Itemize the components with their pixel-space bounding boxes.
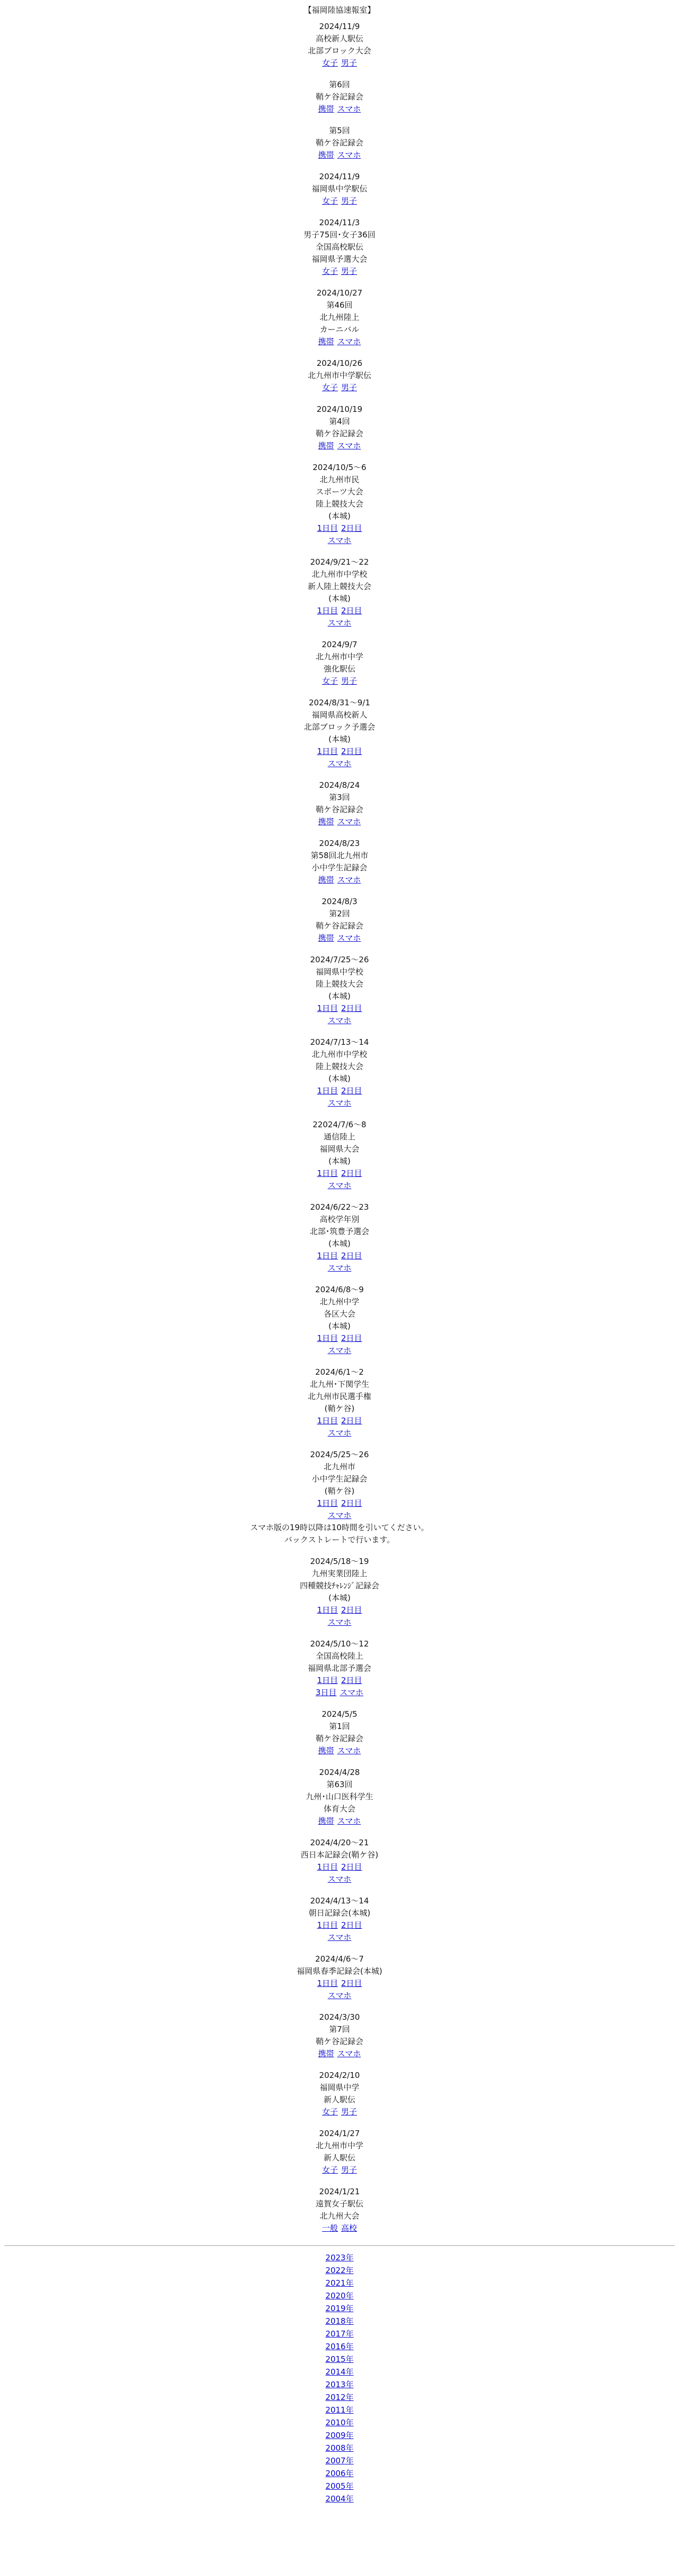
result-links: [0, 1687, 679, 1699]
event-title-line: 朝日記録会(本城): [308, 1908, 371, 1918]
event-title-line: 鞘ケ谷記録会: [315, 1734, 363, 1743]
archive-year-link[interactable]: 2011年: [325, 2405, 354, 2415]
result-links: [0, 336, 679, 348]
event-list: [0, 21, 679, 2234]
event-title-line: (本城): [328, 594, 351, 603]
event-title-line: 福岡県中学校: [315, 967, 363, 977]
archive-year-link[interactable]: 2005年: [325, 2481, 354, 2491]
result-link[interactable]: スマホ: [327, 1511, 352, 1520]
event-title-line: (鞘ケ谷): [324, 1486, 355, 1496]
event-title-line: 福岡県北部予選会: [307, 1663, 371, 1673]
result-link[interactable]: スマホ: [337, 1746, 361, 1755]
result-link[interactable]: スマホ: [337, 933, 361, 943]
result-links: [0, 1861, 679, 1873]
event-entry: [0, 1953, 679, 2002]
event-title-line: 第2回: [329, 909, 350, 918]
result-link[interactable]: 2日目: [341, 1676, 362, 1685]
result-links: [0, 1990, 679, 2002]
result-links: [0, 149, 679, 161]
result-links: [0, 1919, 679, 1931]
event-title-line: 陸上競技大会: [315, 499, 363, 509]
event-entry: [0, 403, 679, 452]
archive-year-link[interactable]: 2012年: [325, 2393, 354, 2402]
result-link[interactable]: 男子: [341, 2165, 357, 2175]
archive-year-link[interactable]: 2023年: [325, 2253, 354, 2262]
result-links: [0, 1167, 679, 1180]
event-entry: [0, 1201, 679, 1274]
result-link[interactable]: 1日目: [317, 1920, 338, 1930]
event-title-line: 鞘ケ谷記録会: [315, 2037, 363, 2046]
event-entry: [0, 2011, 679, 2060]
result-links: [0, 2164, 679, 2176]
result-link[interactable]: スマホ: [337, 875, 361, 885]
event-title-line: (本城): [328, 734, 351, 744]
event-title-line: 第58回北九州市: [310, 851, 369, 860]
event-title-line: 各区大会: [323, 1309, 355, 1319]
result-links: [0, 2106, 679, 2118]
event-entry: [0, 639, 679, 687]
result-link[interactable]: スマホ: [327, 1617, 352, 1627]
result-links: [0, 2048, 679, 2060]
result-links: [0, 605, 679, 617]
event-entry: [0, 462, 679, 547]
event-date: 2024/1/21: [319, 2187, 360, 2196]
event-title-line: 北部ブロック大会: [308, 46, 371, 56]
event-title-line: 第1回: [329, 1722, 350, 1731]
result-links: [0, 1931, 679, 1944]
event-title-line: (本城): [328, 991, 351, 1001]
result-link[interactable]: 2日目: [341, 1498, 362, 1508]
result-link[interactable]: 1日目: [317, 1086, 338, 1096]
result-links: [0, 874, 679, 886]
result-link[interactable]: 2日目: [341, 1416, 362, 1425]
result-link[interactable]: 携帯: [318, 104, 334, 114]
result-links: [0, 1097, 679, 1109]
result-link[interactable]: 2日目: [341, 1605, 362, 1615]
archive-year-link[interactable]: 2015年: [325, 2354, 354, 2364]
event-date: 2024/6/8〜9: [315, 1285, 364, 1294]
result-links: [0, 1745, 679, 1757]
event-entry: [0, 1449, 679, 1546]
archive-year-link[interactable]: 2010年: [325, 2418, 354, 2427]
event-title-line: 北部･筑豊予選会: [309, 1227, 370, 1236]
archive-year-link[interactable]: 2014年: [325, 2367, 354, 2377]
event-entry: [0, 1638, 679, 1699]
event-title-line: 北九州市中学駅伝: [307, 371, 371, 380]
event-title-line: 九州･山口医科学生: [306, 1792, 373, 1801]
result-link[interactable]: 2日目: [341, 1004, 362, 1013]
event-entry: [0, 1767, 679, 1827]
result-link[interactable]: スマホ: [337, 104, 361, 114]
result-links: [0, 1415, 679, 1427]
event-title-line: 北九州･下関学生: [309, 1379, 370, 1389]
result-link[interactable]: 携帯: [318, 933, 334, 943]
event-title-line: 北九州市中学校: [311, 569, 368, 579]
result-link[interactable]: 1日目: [317, 1333, 338, 1343]
result-link[interactable]: 携帯: [318, 150, 334, 160]
year-archive-list: [0, 2251, 679, 2508]
result-link[interactable]: 1日目: [317, 1004, 338, 1013]
result-links: [0, 1977, 679, 1990]
result-link[interactable]: 女子: [322, 2165, 338, 2175]
result-link[interactable]: 2日目: [341, 1086, 362, 1096]
event-date: 2024/4/20〜21: [310, 1838, 369, 1847]
result-link[interactable]: 男子: [341, 676, 357, 686]
event-title-line: 鞘ケ谷記録会: [315, 921, 363, 931]
event-date: 2024/11/9: [319, 22, 360, 31]
result-links: [0, 382, 679, 394]
event-date: 2024/7/13〜14: [310, 1037, 369, 1047]
event-entry: [0, 125, 679, 161]
result-link[interactable]: 女子: [322, 58, 338, 68]
result-links: [0, 1250, 679, 1262]
event-title-line: 北九州大会: [319, 2211, 360, 2221]
result-link[interactable]: 1日目: [317, 1416, 338, 1425]
event-entry: [0, 2186, 679, 2234]
event-date: 2024/9/21〜22: [310, 557, 369, 567]
event-title-line: 北九州市中学校: [311, 1050, 368, 1059]
result-links: [0, 1815, 679, 1827]
event-entry: [0, 838, 679, 886]
event-entry: [0, 217, 679, 278]
event-date: 2024/1/27: [319, 2129, 360, 2138]
event-date: 2024/4/28: [319, 1768, 360, 1777]
result-link[interactable]: 1日目: [317, 606, 338, 615]
event-date: 2024/5/18〜19: [310, 1557, 369, 1566]
event-title-line: (本城): [328, 1593, 351, 1603]
archive-year-link[interactable]: 2008年: [325, 2443, 354, 2453]
result-link[interactable]: 男子: [341, 58, 357, 68]
event-title-line: 福岡県中学駅伝: [311, 184, 368, 194]
event-entry: [0, 1284, 679, 1357]
event-date: 2024/8/24: [319, 780, 360, 790]
result-link[interactable]: 1日目: [317, 1605, 338, 1615]
event-title-line: 福岡県予選大会: [311, 254, 368, 264]
event-date: 2024/9/7: [322, 640, 357, 649]
result-link[interactable]: 携帯: [318, 875, 334, 885]
event-title-line: 高校新人駅伝: [315, 34, 363, 43]
result-link[interactable]: 男子: [341, 2107, 357, 2117]
archive-year-link[interactable]: 2021年: [325, 2278, 354, 2288]
event-date: 第6回: [329, 80, 350, 89]
result-link[interactable]: 2日目: [341, 1862, 362, 1872]
event-entry: [0, 1837, 679, 1885]
result-links: [0, 1510, 679, 1522]
event-title-line: 北九州市民選手権: [307, 1392, 371, 1401]
event-entry: [0, 1708, 679, 1757]
result-links: [0, 617, 679, 629]
archive-year-link[interactable]: 2013年: [325, 2380, 354, 2389]
result-link[interactable]: 1日目: [317, 1862, 338, 1872]
result-links: [0, 265, 679, 278]
result-link[interactable]: スマホ: [327, 1933, 352, 1942]
event-title-line: 北九州市: [323, 1462, 355, 1471]
result-links: [0, 1332, 679, 1345]
event-title-line: 福岡県高校新人: [311, 710, 368, 720]
event-title-line: 陸上競技大会: [315, 1062, 363, 1071]
result-link[interactable]: 高校: [341, 2223, 357, 2233]
result-link[interactable]: 1日目: [317, 1169, 338, 1178]
archive-year-link[interactable]: 2007年: [325, 2456, 354, 2465]
result-link[interactable]: 男子: [341, 266, 357, 276]
result-link[interactable]: スマホ: [337, 2049, 361, 2058]
event-title-line: 高校学年別: [319, 1215, 360, 1224]
result-link[interactable]: スマホ: [337, 337, 361, 346]
result-links: [0, 1497, 679, 1510]
event-title-line: 福岡県春季記録会(本城): [297, 1966, 382, 1976]
event-date: 2024/2/10: [319, 2071, 360, 2080]
event-title-line: 鞘ケ谷記録会: [315, 805, 363, 814]
event-title-line: 四種競技ﾁｬﾚﾝｼﾞ記録会: [299, 1581, 379, 1590]
result-link[interactable]: 1日目: [317, 523, 338, 533]
result-links: [0, 675, 679, 687]
event-date: 第5回: [329, 126, 350, 135]
result-links: [0, 57, 679, 69]
result-link[interactable]: 1日目: [317, 747, 338, 756]
event-date: 2024/10/19: [316, 404, 363, 414]
result-link[interactable]: 1日目: [317, 1979, 338, 1988]
result-links: [0, 195, 679, 207]
event-date: 2024/10/26: [316, 358, 363, 368]
event-title-line: 小中学生記録会: [311, 1474, 368, 1484]
result-links: [0, 1085, 679, 1097]
archive-year-link[interactable]: 2016年: [325, 2342, 354, 2351]
event-date: 2024/5/25〜26: [310, 1450, 369, 1459]
event-entry: [0, 287, 679, 348]
result-links: [0, 758, 679, 770]
result-link[interactable]: 3日目: [315, 1688, 337, 1697]
result-link[interactable]: 2日目: [341, 606, 362, 615]
result-link[interactable]: 女子: [322, 2107, 338, 2117]
result-link[interactable]: スマホ: [340, 1688, 364, 1697]
event-title-line: 通信陸上: [323, 1132, 355, 1142]
result-link[interactable]: 1日目: [317, 1251, 338, 1261]
result-link[interactable]: 1日目: [317, 1676, 338, 1685]
result-link[interactable]: スマホ: [337, 817, 361, 826]
result-link[interactable]: 携帯: [318, 817, 334, 826]
event-title-line: 北九州市中学: [315, 652, 363, 661]
event-entry: [0, 1119, 679, 1192]
event-title-line: 新人陸上競技大会: [307, 582, 371, 591]
event-date: 2024/10/27: [316, 288, 363, 298]
event-entry: [0, 1895, 679, 1944]
result-link[interactable]: スマホ: [337, 441, 361, 450]
result-link[interactable]: スマホ: [327, 759, 352, 768]
event-title-line: 西日本記録会(鞘ケ谷): [300, 1850, 379, 1860]
event-title-line: 第46回: [326, 300, 353, 310]
event-entry: [0, 357, 679, 394]
event-title-line: 新人駅伝: [323, 2153, 355, 2163]
event-title-line: 第7回: [329, 2025, 350, 2034]
result-link[interactable]: 男子: [341, 196, 357, 206]
result-links: [0, 522, 679, 535]
event-date: 2024/8/3: [322, 897, 357, 906]
event-entry: [0, 556, 679, 629]
event-title-line: 北九州市中学: [315, 2141, 363, 2150]
event-title-line: 福岡県大会: [319, 1144, 360, 1154]
result-link[interactable]: 2日目: [341, 747, 362, 756]
event-title-line: 九州実業団陸上: [311, 1569, 368, 1578]
event-title-line: 第3回: [329, 793, 350, 802]
result-links: [0, 746, 679, 758]
event-entry: [0, 2128, 679, 2176]
result-links: [0, 816, 679, 828]
event-title-line: 強化駅伝: [323, 664, 355, 674]
result-link[interactable]: スマホ: [327, 536, 352, 545]
event-date: 2024/10/5〜6: [313, 463, 366, 472]
result-link[interactable]: スマホ: [327, 618, 352, 628]
archive-year-link[interactable]: 2009年: [325, 2431, 354, 2440]
event-title-line: 北九州市民: [319, 475, 360, 484]
event-note: バックストレートで行います。: [284, 1535, 395, 1544]
result-link[interactable]: スマホ: [327, 1991, 352, 2000]
event-title-line: 第63回: [326, 1780, 353, 1789]
result-link[interactable]: 携帯: [318, 1816, 334, 1826]
event-title-line: (本城): [328, 1239, 351, 1248]
result-link[interactable]: 2日目: [341, 1169, 362, 1178]
archive-year-link[interactable]: 2004年: [325, 2494, 354, 2504]
result-link[interactable]: 携帯: [318, 2049, 334, 2058]
result-links: [0, 1675, 679, 1687]
result-links: [0, 440, 679, 452]
result-links: [0, 1345, 679, 1357]
event-date: 2024/11/3: [319, 218, 360, 227]
event-title-line: 鞘ケ谷記録会: [315, 92, 363, 102]
event-date: 2024/8/31〜9/1: [308, 698, 371, 707]
divider: [4, 2245, 675, 2246]
result-link[interactable]: スマホ: [327, 1428, 352, 1438]
event-title-line: 新人駅伝: [323, 2095, 355, 2104]
result-links: [0, 2222, 679, 2234]
event-title-line: (本城): [328, 1156, 351, 1166]
event-entry: [0, 1366, 679, 1439]
event-title-line: 体育大会: [323, 1804, 355, 1814]
result-link[interactable]: 男子: [341, 383, 357, 392]
archive-year-link[interactable]: 2006年: [325, 2469, 354, 2478]
event-title-line: 北九州中学: [319, 1297, 360, 1307]
event-title-line: 陸上競技大会: [315, 979, 363, 989]
archive-year-link[interactable]: 2020年: [325, 2291, 354, 2301]
result-link[interactable]: スマホ: [327, 1098, 352, 1108]
event-entry: [0, 79, 679, 115]
result-links: [0, 932, 679, 944]
result-link[interactable]: 2日目: [341, 1333, 362, 1343]
event-title-line: 北部ブロック予選会: [304, 722, 375, 732]
event-date: 22024/7/6〜8: [313, 1120, 366, 1129]
event-entry: [0, 779, 679, 828]
archive-year-link[interactable]: 2022年: [325, 2266, 354, 2275]
result-links: [0, 1015, 679, 1027]
event-title-line: 鞘ケ谷記録会: [315, 429, 363, 438]
event-title-line: 北九州陸上: [319, 312, 360, 322]
result-links: [0, 1873, 679, 1885]
result-link[interactable]: スマホ: [327, 1263, 352, 1273]
event-title-line: (鞘ケ谷): [324, 1404, 355, 1413]
result-link[interactable]: スマホ: [337, 1816, 361, 1826]
result-link[interactable]: スマホ: [327, 1874, 352, 1884]
event-entry: [0, 1036, 679, 1109]
event-entry: [0, 21, 679, 69]
event-note: スマホ版の19時以降は10時間を引いてください。: [250, 1523, 429, 1532]
result-links: [0, 1002, 679, 1015]
result-link[interactable]: 2日目: [341, 1251, 362, 1261]
event-entry: [0, 896, 679, 944]
event-entry: [0, 2069, 679, 2118]
result-link[interactable]: スマホ: [327, 1346, 352, 1355]
event-entry: [0, 954, 679, 1027]
event-date: 2024/11/9: [319, 172, 360, 181]
result-link[interactable]: スマホ: [327, 1016, 352, 1025]
event-title-line: カーニバル: [319, 325, 360, 334]
event-title-line: 福岡県中学: [319, 2083, 360, 2092]
result-link[interactable]: 1日目: [317, 1498, 338, 1508]
event-entry: [0, 697, 679, 770]
result-links: [0, 103, 679, 115]
result-link[interactable]: スマホ: [337, 150, 361, 160]
event-title-line: 第4回: [329, 417, 350, 426]
event-date: 2024/4/6〜7: [315, 1954, 364, 1964]
result-link[interactable]: 2日目: [341, 1920, 362, 1930]
archive-year-link[interactable]: 2017年: [325, 2329, 354, 2339]
result-link[interactable]: 女子: [322, 383, 338, 392]
archive-year-link[interactable]: 2019年: [325, 2304, 354, 2313]
result-links: [0, 1604, 679, 1616]
event-date: 2024/7/25〜26: [310, 955, 369, 964]
event-date: 2024/4/13〜14: [310, 1896, 369, 1906]
result-link[interactable]: 一般: [322, 2223, 338, 2233]
event-title-line: 遠賀女子駅伝: [315, 2199, 363, 2209]
result-links: [0, 1262, 679, 1274]
result-link[interactable]: 携帯: [318, 337, 334, 346]
result-links: [0, 1616, 679, 1629]
result-link[interactable]: スマホ: [327, 1181, 352, 1190]
archive-year-link[interactable]: 2018年: [325, 2316, 354, 2326]
event-title-line: (本城): [328, 1074, 351, 1083]
result-link[interactable]: 女子: [322, 676, 338, 686]
result-links: [0, 1180, 679, 1192]
event-date: 2024/5/5: [322, 1709, 357, 1719]
result-link[interactable]: 携帯: [318, 1746, 334, 1755]
event-title-line: 全国高校陸上: [315, 1651, 363, 1661]
event-date: 2024/6/22〜23: [310, 1202, 369, 1212]
event-title-line: (本城): [328, 511, 351, 521]
event-title-line: 小中学生記録会: [311, 863, 368, 872]
event-title-line: (本城): [328, 1321, 351, 1331]
event-title-line: 鞘ケ谷記録会: [315, 138, 363, 148]
result-link[interactable]: 女子: [322, 266, 338, 276]
event-date: 2024/8/23: [319, 839, 360, 848]
result-link[interactable]: 携帯: [318, 441, 334, 450]
event-title-line: スポーツ大会: [316, 487, 363, 496]
event-date: 2024/3/30: [319, 2012, 360, 2022]
result-links: [0, 1427, 679, 1439]
event-title-line: 全国高校駅伝: [315, 242, 363, 252]
page-title: 【福岡陸協速報室】: [304, 5, 375, 15]
event-title-line: 男子75回･女子36回: [304, 230, 375, 240]
result-link[interactable]: 女子: [322, 196, 338, 206]
result-links: [0, 535, 679, 547]
event-entry: [0, 171, 679, 207]
event-date: 2024/5/10〜12: [310, 1639, 369, 1649]
result-link[interactable]: 2日目: [341, 1979, 362, 1988]
result-link[interactable]: 2日目: [341, 523, 362, 533]
event-date: 2024/6/1〜2: [315, 1367, 364, 1377]
event-entry: [0, 1556, 679, 1629]
